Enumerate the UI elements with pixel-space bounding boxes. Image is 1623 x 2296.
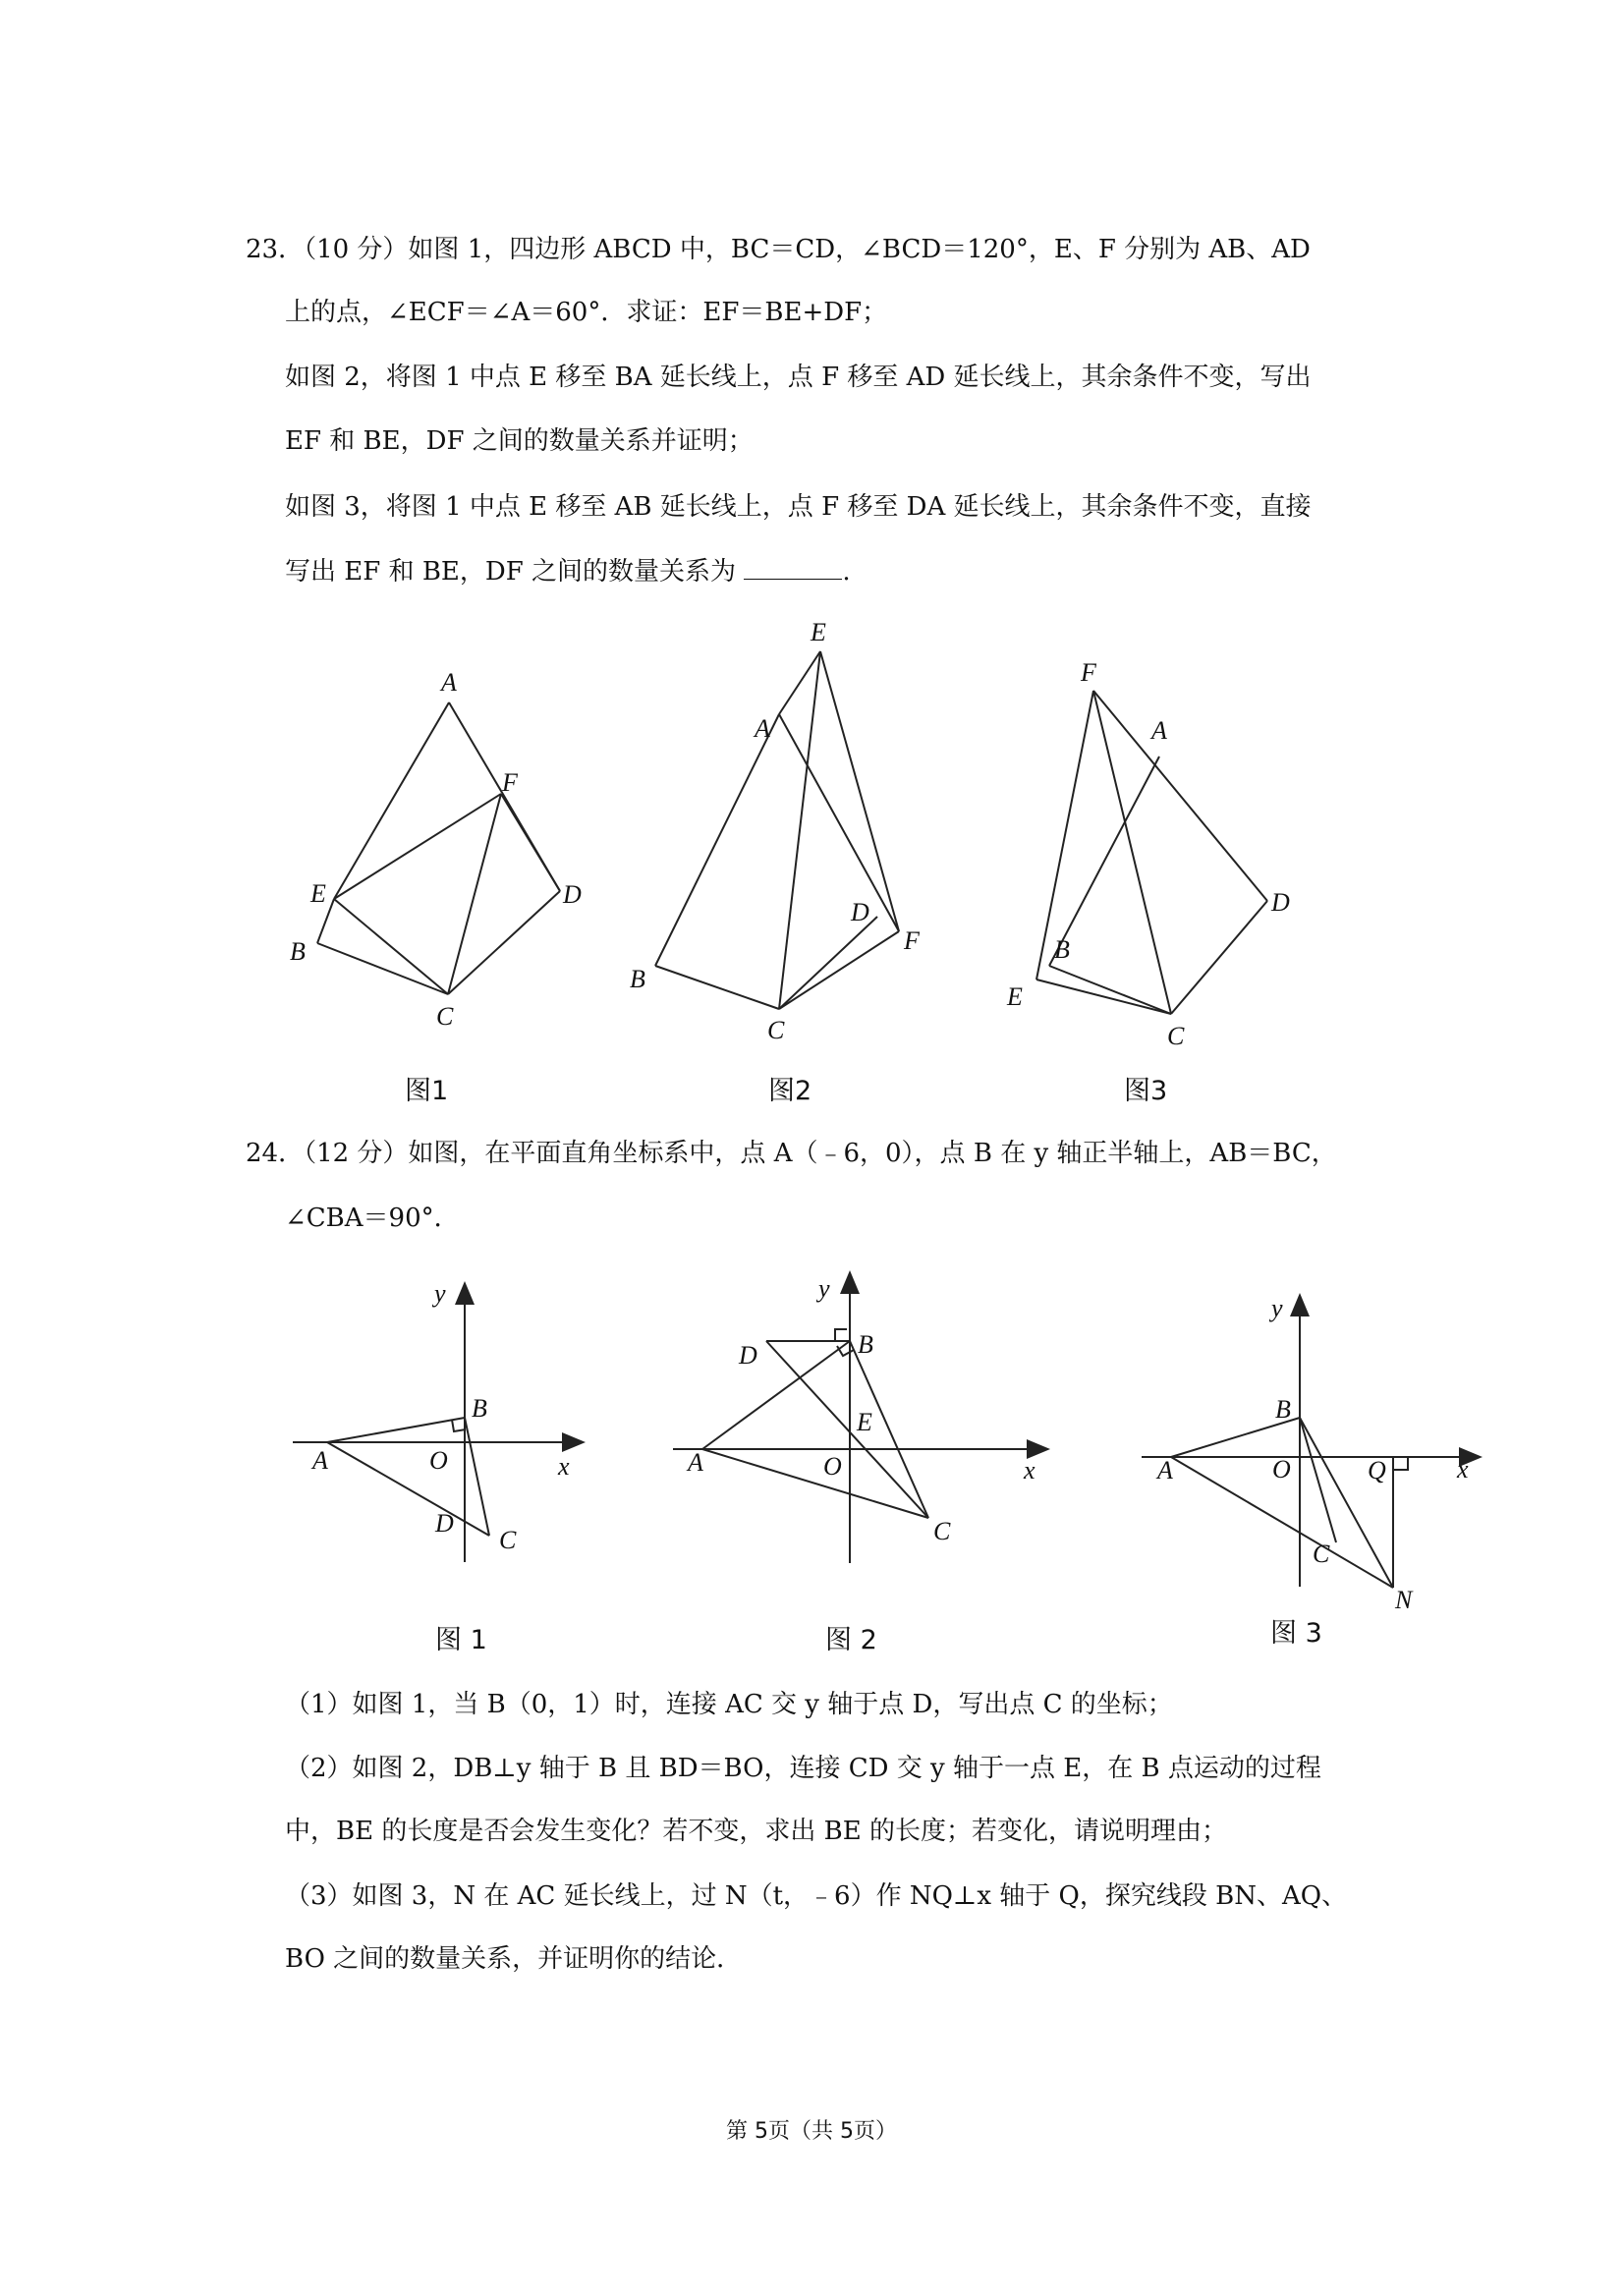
label-C: C [1167, 1022, 1185, 1050]
q24-caption-1: 图 1 [435, 1625, 487, 1655]
label-y: y [434, 1279, 446, 1308]
label-N: N [1395, 1586, 1413, 1614]
q24-part-1: （1）如图 1，当 B（0，1）时，连接 AC 交 y 轴于点 D，写出点 C 的坐标； [285, 1690, 1173, 1719]
label-F: F [502, 768, 518, 797]
q24-part-3a: （3）如图 3，N 在 AC 延长线上，过 N（t，﹣6）作 NQ⊥x 轴于 Q，探究线段 BN、AQ、 [285, 1881, 1348, 1911]
q23-caption-3: 图3 [1124, 1076, 1168, 1106]
q24-figure-2 [668, 1262, 1061, 1581]
answer-blank [744, 555, 842, 580]
label-D: D [739, 1341, 757, 1370]
q23-line-6-text: 写出 EF 和 BE，DF 之间的数量关系为 [285, 557, 737, 587]
label-F: F [1081, 658, 1096, 687]
label-A: A [1157, 1456, 1173, 1484]
q23-line-6-end: . [842, 557, 851, 587]
q24-caption-3: 图 3 [1270, 1618, 1322, 1649]
q24-part-2a: （2）如图 2，DB⊥y 轴于 B 且 BD＝BO，连接 CD 交 y 轴于一点 E，在 B 点运动的过程 [285, 1754, 1321, 1783]
page-footer: 第 5页（共 5页） [726, 2119, 897, 2144]
label-A: A [755, 714, 770, 743]
label-B: B [290, 937, 306, 966]
q24-line-2: ∠CBA＝90°． [285, 1204, 460, 1233]
label-D: D [563, 880, 582, 909]
label-x: x [1457, 1455, 1469, 1484]
q24-figure-3 [1130, 1277, 1493, 1635]
q23-figure-3 [992, 653, 1316, 1050]
label-D: D [435, 1509, 454, 1538]
label-E: E [1007, 982, 1023, 1011]
q23-figure-2 [614, 604, 948, 1050]
label-A: A [312, 1446, 328, 1475]
q23-line-3: 如图 2，将图 1 中点 E 移至 BA 延长线上，点 F 移至 AD 延长线上，其余条件不变，写出 [285, 363, 1312, 392]
label-y: y [818, 1274, 830, 1303]
label-C: C [436, 1002, 454, 1031]
label-D: D [1271, 888, 1290, 917]
q23-line-4: EF 和 BE，DF 之间的数量关系并证明； [285, 426, 754, 456]
label-y: y [1271, 1294, 1283, 1322]
label-A: A [441, 668, 457, 697]
label-x: x [1024, 1456, 1035, 1484]
q24-part-3b: BO 之间的数量关系，并证明你的结论． [285, 1944, 743, 1974]
label-x: x [558, 1452, 570, 1481]
q23-caption-1: 图1 [405, 1076, 449, 1106]
label-E: E [811, 618, 826, 646]
label-F: F [904, 926, 920, 955]
q23-line-1: 23．（10 分）如图 1，四边形 ABCD 中，BC＝CD，∠BCD＝120°，E、F 分别为 AB、AD [246, 235, 1311, 264]
label-O: O [823, 1452, 842, 1481]
label-B: B [858, 1330, 873, 1359]
label-D: D [851, 898, 869, 926]
label-C: C [767, 1016, 785, 1044]
q23-line-2: 上的点，∠ECF＝∠A＝60°．求证：EF＝BE+DF； [285, 298, 888, 327]
label-Q: Q [1368, 1456, 1386, 1484]
label-E: E [857, 1408, 872, 1436]
label-E: E [310, 879, 326, 908]
label-B: B [1275, 1395, 1291, 1424]
q23-figure-1 [275, 648, 609, 1045]
label-B: B [472, 1394, 487, 1423]
q24-figure-1 [285, 1267, 599, 1586]
label-B: B [630, 965, 645, 993]
label-O: O [1272, 1455, 1291, 1484]
label-A: A [1151, 716, 1167, 745]
q24-caption-2: 图 2 [825, 1625, 877, 1655]
label-A: A [688, 1448, 703, 1477]
label-O: O [429, 1446, 448, 1475]
q23-line-5: 如图 3，将图 1 中点 E 移至 AB 延长线上，点 F 移至 DA 延长线上，其余条件不变，直接 [285, 492, 1312, 522]
q23-caption-2: 图2 [768, 1076, 812, 1106]
label-C: C [499, 1526, 517, 1554]
q24-line-1: 24．（12 分）如图，在平面直角坐标系中，点 A（﹣6，0），点 B 在 y 轴正半轴上，AB＝BC， [246, 1139, 1337, 1168]
q23-line-6 [285, 554, 851, 589]
label-B: B [1054, 935, 1070, 964]
q24-part-2b: 中，BE 的长度是否会发生变化？若不变，求出 BE 的长度；若变化，请说明理由； [285, 1817, 1227, 1846]
label-C: C [1313, 1540, 1330, 1568]
label-C: C [933, 1517, 951, 1545]
